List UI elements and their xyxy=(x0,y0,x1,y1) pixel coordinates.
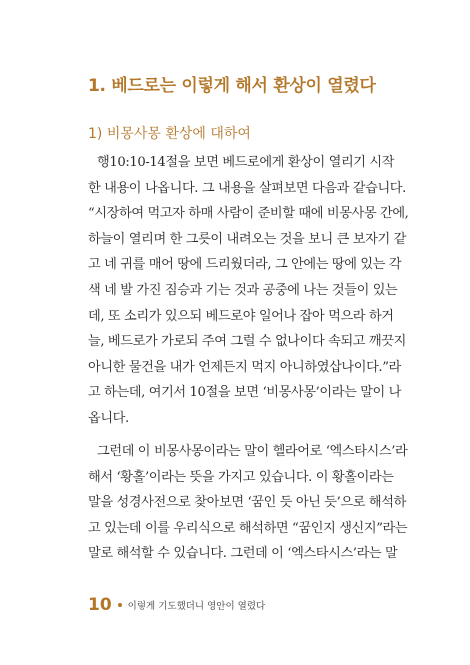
text-line: 옵니다. xyxy=(88,410,129,426)
text-line: 늘, 베드로가 가로되 주여 그럴 수 없나이다 속되고 깨끗지 xyxy=(88,334,406,350)
text-line: 말로 해석할 수 있습니다. 그런데 이 ‘엑스타시스’라는 말 xyxy=(88,546,398,562)
body-paragraph-2 xyxy=(88,439,408,567)
subsection-heading: 1) 비몽사몽 환상에 대하여 xyxy=(88,126,251,142)
text-line: 하늘이 열리며 한 그릇이 내려오는 것을 보니 큰 보자기 같 xyxy=(88,231,406,247)
text-line: 말을 성경사전으로 찾아보면 ‘꿈인 듯 아닌 듯’으로 해석하 xyxy=(88,495,406,511)
text-line: 행10:10-14절을 보면 베드로에게 환상이 열리기 시작 xyxy=(97,155,395,170)
bullet-dot-icon xyxy=(118,603,122,607)
text-line: 고 네 귀를 매어 땅에 드리웠더라, 그 안에는 땅에 있는 각 xyxy=(88,257,402,273)
text-line: 색 네 발 가진 짐승과 기는 것과 공중에 나는 것들이 있는 xyxy=(88,282,398,298)
text-line: 고 있는데 이를 우리식으로 해석하면 “꿈인지 생신지”라는 xyxy=(88,520,408,536)
body-paragraph-1 xyxy=(88,150,409,432)
text-line: 그런데 이 비몽사몽이라는 말이 헬라어로 ‘엑스타시스’라 xyxy=(97,444,408,459)
running-title: 이렇게 기도했더니 영안이 열렸다 xyxy=(127,601,266,612)
section-heading: 1. 베드로는 이렇게 해서 환상이 열렸다 xyxy=(88,76,376,96)
page-number: 10 xyxy=(88,595,112,615)
text-line: 고 하는데, 여기서 10절을 보면 ‘비몽사몽’이라는 말이 나 xyxy=(88,385,402,401)
text-line: “시장하여 먹고자 하매 사람이 준비할 때에 비몽사몽 간에, xyxy=(88,206,409,222)
text-line: 해서 ‘황홀’이라는 뜻을 가지고 있습니다. 이 황홀이라는 xyxy=(88,469,394,485)
text-line: 데, 또 소리가 있으되 베드로야 일어나 잡아 먹으라 하거 xyxy=(88,308,394,324)
page-footer xyxy=(88,595,265,615)
text-line: 한 내용이 나옵니다. 그 내용을 살펴보면 다음과 같습니다. xyxy=(88,180,406,196)
text-line: 아니한 물건을 내가 언제든지 먹지 아니하였삽나이다.”라 xyxy=(88,359,401,375)
